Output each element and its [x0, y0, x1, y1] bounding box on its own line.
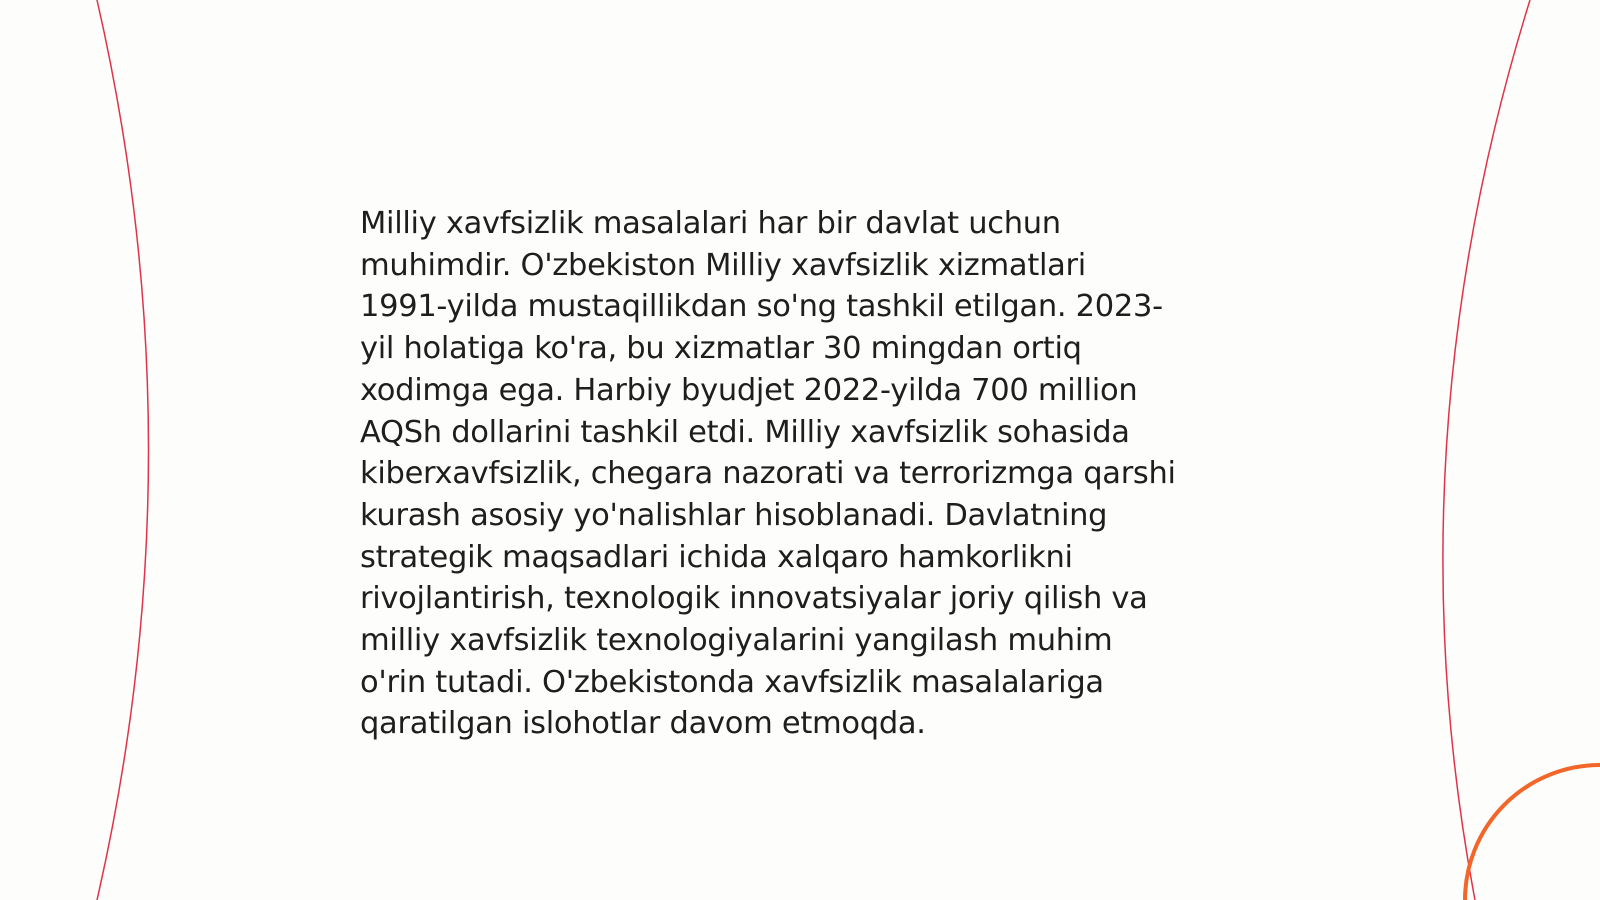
corner-arc-decoration [1465, 765, 1600, 900]
text-line: o'rin tutadi. O'zbekistonda xavfsizlik masalalariga [360, 664, 1104, 700]
text-line: 1991-yilda mustaqillikdan so'ng tashkil etilgan. 2023- [360, 289, 1163, 325]
right-curve-line [1443, 0, 1530, 900]
text-line: qaratilgan islohotlar davom etmoqda. [360, 706, 926, 742]
text-line: AQSh dollarini tashkil etdi. Milliy xavfsizlik sohasida [360, 414, 1130, 450]
text-line: Milliy xavfsizlik masalalari har bir davlat uchun [360, 206, 1061, 241]
text-line: kurash asosiy yo'nalishlar hisoblanadi. Davlatning [360, 497, 1108, 533]
text-line: strategik maqsadlari ichida xalqaro hamkorlikni [360, 539, 1073, 575]
text-line: rivojlantirish, texnologik innovatsiyalar joriy qilish va [360, 581, 1148, 617]
body-paragraph [360, 203, 1260, 745]
text-line: xodimga ega. Harbiy byudjet 2022-yilda 700 million [360, 372, 1138, 408]
text-line: milliy xavfsizlik texnologiyalarini yangilash muhim [360, 623, 1113, 659]
text-line: muhimdir. O'zbekiston Milliy xavfsizlik xizmatlari [360, 247, 1086, 283]
left-curve-line [97, 0, 149, 900]
text-line: kiberxavfsizlik, chegara nazorati va terrorizmga qarshi [360, 456, 1176, 492]
text-line: yil holatiga ko'ra, bu xizmatlar 30 mingdan ortiq [360, 331, 1082, 367]
